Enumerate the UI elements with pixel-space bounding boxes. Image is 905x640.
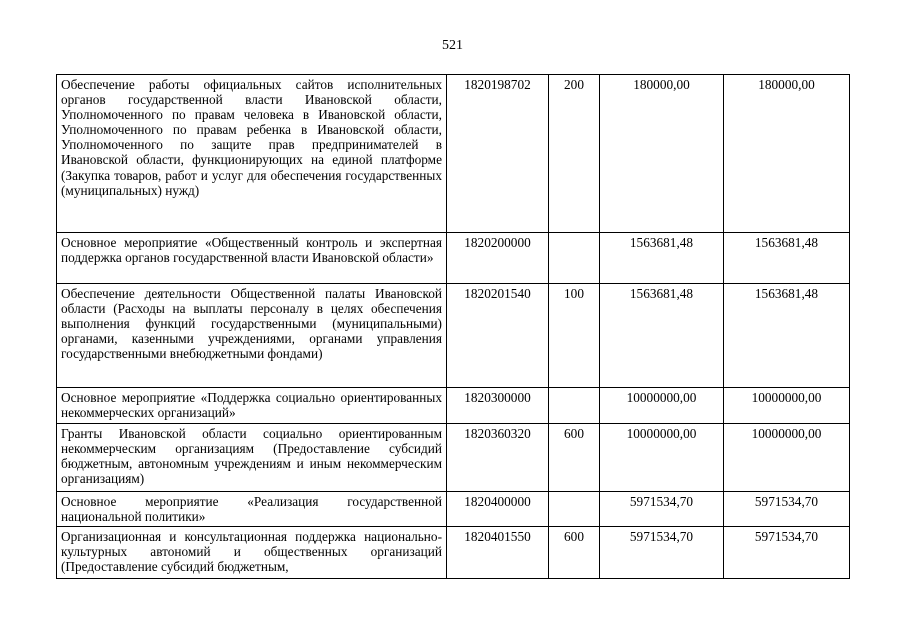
row-expense-type: 200	[549, 75, 600, 233]
row-code: 1820360320	[447, 424, 549, 492]
budget-table	[56, 74, 850, 579]
row-expense-type: 600	[549, 424, 600, 492]
row-expense-type	[549, 388, 600, 424]
table-row	[57, 424, 850, 492]
row-amount-1: 10000000,00	[600, 388, 724, 424]
table-row	[57, 233, 850, 284]
row-expense-type	[549, 233, 600, 284]
row-expense-type	[549, 492, 600, 527]
table-row	[57, 75, 850, 233]
row-expense-type: 600	[549, 527, 600, 579]
row-code: 1820198702	[447, 75, 549, 233]
row-amount-2: 1563681,48	[724, 233, 850, 284]
row-amount-1: 1563681,48	[600, 233, 724, 284]
row-amount-2: 1563681,48	[724, 284, 850, 388]
page-number: 521	[442, 38, 463, 53]
row-code: 1820401550	[447, 527, 549, 579]
row-description: Основное мероприятие «Поддержка социально ориентированных некоммерческих организаций»	[57, 388, 447, 424]
row-description: Обеспечение работы официальных сайтов исполнительных органов государственной власти Ивановской области, Уполномоченного по правам человека в Ивановской области, Уполномоченного по правам ребенка в Ивановской области, Уполномоченного по защите прав предпринимателей в Ивановской области, функционирующих на единой платформе (Закупка товаров, работ и услуг для обеспечения государственных (муниципальных) нужд)	[57, 75, 447, 233]
row-code: 1820300000	[447, 388, 549, 424]
row-description-cell	[57, 527, 447, 579]
row-description: Обеспечение деятельности Общественной палаты Ивановской области (Расходы на выплаты персоналу в целях обеспечения выполнения функций государственными (муниципальными) органами, казенными учреждениями, органами управления государственными внебюджетными фондами)	[57, 284, 447, 388]
row-amount-1: 5971534,70	[600, 492, 724, 527]
row-amount-2: 10000000,00	[724, 388, 850, 424]
row-amount-2: 5971534,70	[724, 527, 850, 579]
row-code: 1820200000	[447, 233, 549, 284]
row-amount-2: 180000,00	[724, 75, 850, 233]
table-row	[57, 527, 850, 579]
row-amount-1: 180000,00	[600, 75, 724, 233]
row-description: Организационная и консультационная поддержка национально-культурных автономий и общественных организаций (Предоставление субсидий бюджетным,	[61, 529, 442, 575]
row-code: 1820400000	[447, 492, 549, 527]
row-amount-1: 10000000,00	[600, 424, 724, 492]
table-row	[57, 388, 850, 424]
row-description: Основное мероприятие «Реализация государственной национальной политики»	[57, 492, 447, 527]
row-amount-2: 5971534,70	[724, 492, 850, 527]
row-amount-1: 5971534,70	[600, 527, 724, 579]
row-amount-1: 1563681,48	[600, 284, 724, 388]
table-row	[57, 284, 850, 388]
row-code: 1820201540	[447, 284, 549, 388]
row-expense-type: 100	[549, 284, 600, 388]
row-description: Гранты Ивановской области социально ориентированным некоммерческим организациям (Предоставление субсидий бюджетным, автономным учреждениям и иным некоммерческим организациям)	[57, 424, 447, 492]
table-row	[57, 492, 850, 527]
row-description: Основное мероприятие «Общественный контроль и экспертная поддержка органов государственной власти Ивановской области»	[57, 233, 447, 284]
row-amount-2: 10000000,00	[724, 424, 850, 492]
